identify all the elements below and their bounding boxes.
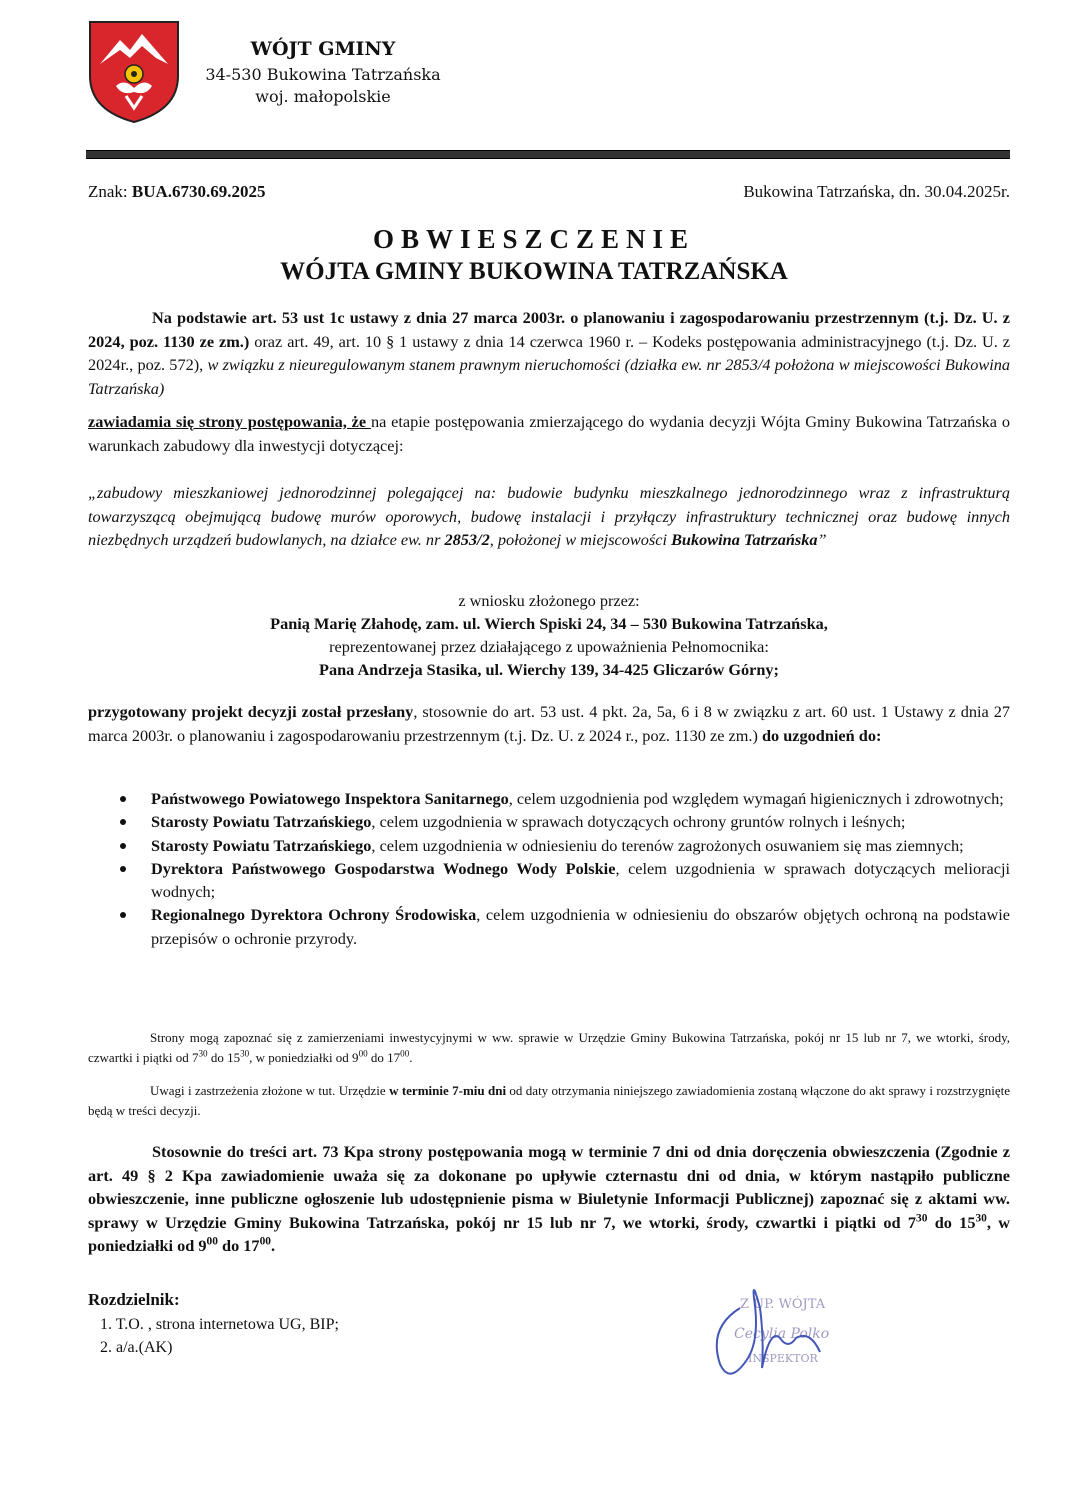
- header-divider: [86, 150, 1010, 159]
- applicant-name: Panią Marię Złahodę, zam. ul. Wierch Spiski 24, 34 – 530 Bukowina Tatrzańska,: [270, 614, 828, 633]
- stamp-line-3: INSPEKTOR: [748, 1352, 818, 1365]
- agreement-purpose: , celem uzgodnienia pod względem wymagań higienicznych i zdrowotnych;: [508, 789, 1004, 808]
- reference-label: Znak:: [88, 182, 132, 201]
- header-region: woj. małopolskie: [255, 87, 391, 106]
- notice-text: na etapie postępowania zmierzającego do wydania decyzji Wójta Gminy Bukowina Tatrzańska o warunkach zabudowy dla inwestycji dotyczącej:: [88, 412, 1010, 455]
- investment-place: Bukowina Tatrzańska: [671, 530, 818, 549]
- bullet-icon: [120, 819, 126, 825]
- signature-stamp: [700, 1268, 870, 1398]
- document-title: OBWIESZCZENIE: [372, 224, 696, 254]
- agreement-purpose: , celem uzgodnienia w odniesieniu do obszarów objętych ochroną na podstawie przepisów o ochronie przyrody.: [151, 905, 1010, 948]
- distribution-title: Rozdzielnik:: [88, 1290, 180, 1309]
- bullet-icon: [120, 912, 126, 918]
- investment-paragraph: [88, 481, 1010, 552]
- header-address: 34-530 Bukowina Tatrzańska: [205, 65, 441, 84]
- agreement-authority: Dyrektora Państwowego Gospodarstwa Wodnego Wody Polskie: [151, 858, 616, 878]
- agreement-authority: Państwowego Powiatowego Inspektora Sanitarnego: [151, 789, 509, 808]
- place-date: Bukowina Tatrzańska, dn. 30.04.2025r.: [743, 182, 1010, 201]
- agreement-authority: Starosty Powiatu Tatrzańskiego: [151, 835, 372, 855]
- stamp-line-2: Cecylia Polko: [734, 1326, 830, 1342]
- bullet-icon: [120, 866, 126, 872]
- document-subtitle: WÓJTA GMINY BUKOWINA TATRZAŃSKA: [280, 258, 788, 285]
- applicant-intro: z wniosku złożonego przez:: [458, 591, 640, 610]
- agreement-item: [88, 834, 1010, 857]
- legal-basis-italic: w związku z nieuregulowanym stanem prawnym nieruchomości (działka ew. nr 2853/4 położona w miejscowości Bukowina Tatrzańska): [88, 355, 1010, 398]
- legal-basis-bold: Na podstawie art. 53 ust 1c ustawy z dnia 27 marca 2003r. o planowaniu i zagospodarowaniu przestrzennym (t.j. Dz. U. z 2024, poz. 1130 ze zm.): [88, 308, 1010, 351]
- agreement-authority: Regionalnego Dyrektora Ochrony Środowiska: [151, 905, 477, 925]
- project-paragraph: [88, 700, 1010, 747]
- project-bold-2: do uzgodnień do:: [761, 725, 882, 745]
- agreement-item: [88, 903, 1010, 950]
- header-title: WÓJT GMINY: [250, 38, 396, 60]
- representative-intro: reprezentowanej przez działającego z upoważnienia Pełnomocnika:: [329, 637, 769, 656]
- distribution-item: 1. T.O. , strona internetowa UG, BIP;: [100, 1316, 339, 1333]
- stamp-line-1: Z UP. WÓJTA: [740, 1297, 826, 1312]
- bullet-icon: [120, 843, 126, 849]
- investment-plot: 2853/2: [444, 530, 490, 549]
- notice-paragraph: [88, 410, 1010, 457]
- agreement-item: [88, 857, 1010, 904]
- project-bold: przygotowany projekt decyzji został przesłany: [88, 702, 414, 721]
- agreement-purpose: , celem uzgodnienia w odniesieniu do terenów zagrożonych osuwaniem się mas ziemnych;: [371, 835, 964, 855]
- agreements-list: [88, 787, 1010, 950]
- agreement-purpose: , celem uzgodnienia w sprawach dotyczących melioracji wodnych;: [151, 858, 1011, 902]
- reference-value: BUA.6730.69.2025: [131, 182, 266, 201]
- investment-text-2: , położonej w miejscowości: [489, 530, 672, 549]
- inspection-note: Strony mogą zapoznać się z zamierzeniami inwestycyjnymi w ww. sprawie w Urzędzie Gminy Bukowina Tatrzańska, pokój nr 15 lub nr 7, we wtorki, środy, czwartki i piątki od $7^{30}$ do $15^{30}$, w poniedziałki od $9^{00}$ do $17^{00}$.: [88, 1030, 1010, 1065]
- legal-basis-paragraph: [88, 306, 1010, 400]
- distribution-list: [100, 1313, 339, 1359]
- bullet-icon: [120, 796, 126, 802]
- notice-bold: zawiadamia się strony postępowania, że: [88, 412, 371, 431]
- project-text: , stosownie do art. 53 ust. 4 pkt. 2a, 5a, 6 i 8 w związku z art. 60 ust. 1 Ustawy z dnia 27 marca 2003r. o planowaniu i zagospodarowaniu przestrzennym (t.j. Dz. U. z 2024 r., poz. 1130 ze zm.): [88, 702, 1010, 745]
- investment-quote-end: ”: [817, 530, 827, 549]
- final-paragraph: Stosownie do treści art. 73 Kpa strony postępowania mogą w terminie 7 dni od dnia doręczenia obwieszczenia (Zgodnie z art. 49 § 2 Kpa zawiadomienie uważa się za dokonane po upływie czternastu dni od dnia, w którym nastąpiło publiczne obwieszczenie, inne publiczne ogłoszenie lub udostępnienie pisma w Biuletynie Informacji Publicznej) zapoznać się z aktami ww. sprawy w Urzędzie Gminy Bukowina Tatrzańska, pokój nr 15 lub nr 7, we wtorki, środy, czwartki i piątki od $7^{30}$ do $15^{30}$, w poniedziałki od $9^{00}$ do $17^{00}$.: [88, 1142, 1011, 1255]
- remarks-deadline: w terminie 7-miu dni: [389, 1083, 507, 1098]
- agreement-item: [88, 787, 1010, 810]
- agreement-authority: Starosty Powiatu Tatrzańskiego: [151, 812, 372, 832]
- representative-name: Pana Andrzeja Stasika, ul. Wierchy 139, 34-425 Gliczarów Górny;: [319, 660, 779, 679]
- agreement-purpose: , celem uzgodnienia w sprawach dotyczących ochrony gruntów rolnych i leśnych;: [371, 812, 906, 832]
- remarks-note: Uwagi i zastrzeżenia złożone w tut. Urzędzie w terminie 7-miu dni od daty otrzymania niniejszego zawiadomienia zostaną włączone do akt sprawy i rozstrzygnięte będą w treści decyzji.: [88, 1083, 1010, 1118]
- reference-number: [88, 182, 266, 202]
- agreement-item: [88, 810, 1010, 833]
- legal-basis-text: oraz art. 49, art. 10 § 1 ustawy z dnia 14 czerwca 1960 r. – Kodeks postępowania administracyjnego (t.j. Dz. U. z 2024r., poz. 572),: [88, 331, 1010, 374]
- distribution-item: 2. a/a.(AK): [100, 1339, 173, 1356]
- investment-text: „zabudowy mieszkaniowej jednorodzinnej polegającej na: budowie budynku mieszkalnego jednorodzinnego wraz z infrastrukturą towarzyszącą obejmującą budowę murów oporowych, budowę instalacji i przyłączy infrastruktury technicznej oraz budowę innych niezbędnych urządzeń budowlanych, na działce ew. nr: [88, 483, 1010, 549]
